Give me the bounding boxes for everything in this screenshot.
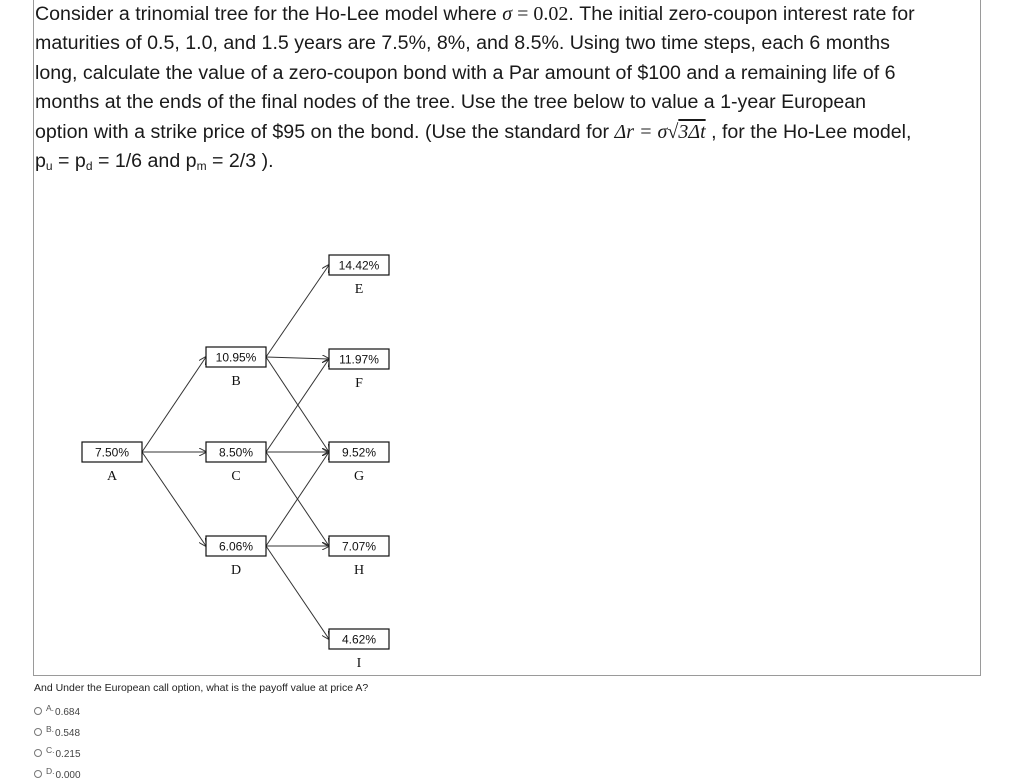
- tree-node-b: [206, 347, 266, 389]
- option-c[interactable]: [34, 742, 81, 763]
- question-text: Consider a trinomial tree for the Ho-Lee model where σ = 0.02. The initial zero-coupon interest rate for maturities of 0.5, 1.0, and 1.5 years are 7.5%, 8%, and 8.5%. Using two time steps, each 6 months long, calculate the value of a zero-coupon bond with a Par amount of $100 and a remaining life of 6 months at the ends of the final nodes of the tree. Use the tree below to value a 1-year European option with a strike price of $95 on the bond. (Use the standard for Δr = σ√3Δt , for the Ho-Lee model, $p_u = p_d = 1/6$ and $p_m = 2/3$ ).: [35, 3, 915, 174]
- tree-edge-b-e: [266, 265, 329, 357]
- tree-edge-a-d: [142, 452, 206, 546]
- delta-r-symbol: Δr: [614, 120, 634, 143]
- radio-button-icon[interactable]: [34, 707, 42, 715]
- node-rate: 9.52%: [341, 445, 377, 460]
- node-letter: G: [353, 469, 365, 484]
- option-value: 0.548: [55, 728, 81, 739]
- sigma-symbol: σ: [502, 3, 513, 25]
- option-b[interactable]: [34, 721, 81, 742]
- node-letter: E: [354, 282, 364, 297]
- tree-node-d: [206, 536, 266, 578]
- node-rate: 7.07%: [341, 539, 377, 554]
- radio-button-icon[interactable]: [34, 728, 42, 736]
- radio-button-icon[interactable]: [34, 770, 42, 778]
- sigma-value: = 0.02: [512, 3, 569, 25]
- answer-options: [34, 700, 81, 784]
- node-rate: 6.06%: [218, 539, 254, 554]
- option-letter: C.: [46, 744, 55, 755]
- node-letter: F: [355, 376, 363, 391]
- node-rate: 14.42%: [338, 258, 380, 273]
- tree-edge-d-i: [266, 546, 329, 639]
- node-letter: C: [231, 469, 241, 484]
- radio-button-icon[interactable]: [34, 749, 42, 757]
- tree-edge-b-f: [266, 357, 329, 359]
- option-value: 0.684: [55, 707, 81, 718]
- sqrt-content: 3Δt: [678, 120, 706, 143]
- node-rate: 4.62%: [341, 632, 377, 647]
- tree-node-e: [329, 255, 389, 297]
- sqrt-symbol: √: [667, 120, 679, 143]
- node-rate: 11.97%: [339, 352, 379, 367]
- node-letter: B: [231, 374, 241, 389]
- node-letter: I: [356, 656, 362, 671]
- tree-edge-a-b: [142, 357, 206, 452]
- sub-question-text: And Under the European call option, what is the payoff value at price A?: [34, 682, 369, 694]
- node-letter: A: [106, 469, 118, 484]
- node-letter: D: [230, 563, 242, 578]
- tree-node-a: [82, 442, 142, 484]
- option-letter: D.: [46, 765, 55, 776]
- tree-node-f: [329, 349, 389, 391]
- tree-node-c: [206, 442, 266, 484]
- node-rate: 7.50%: [94, 445, 130, 460]
- option-value: 0.215: [55, 749, 81, 760]
- node-rate: 10.95%: [215, 350, 257, 365]
- node-letter: H: [353, 563, 365, 578]
- node-rate: 8.50%: [218, 445, 254, 460]
- tree-node-i: [329, 629, 389, 671]
- tree-node-g: [329, 442, 389, 484]
- option-value: 0.000: [55, 770, 81, 781]
- tree-nodes: [82, 255, 389, 671]
- tree-node-h: [329, 536, 389, 578]
- option-letter: B.: [46, 723, 55, 734]
- option-letter: A.: [46, 702, 55, 713]
- option-a[interactable]: [34, 700, 81, 721]
